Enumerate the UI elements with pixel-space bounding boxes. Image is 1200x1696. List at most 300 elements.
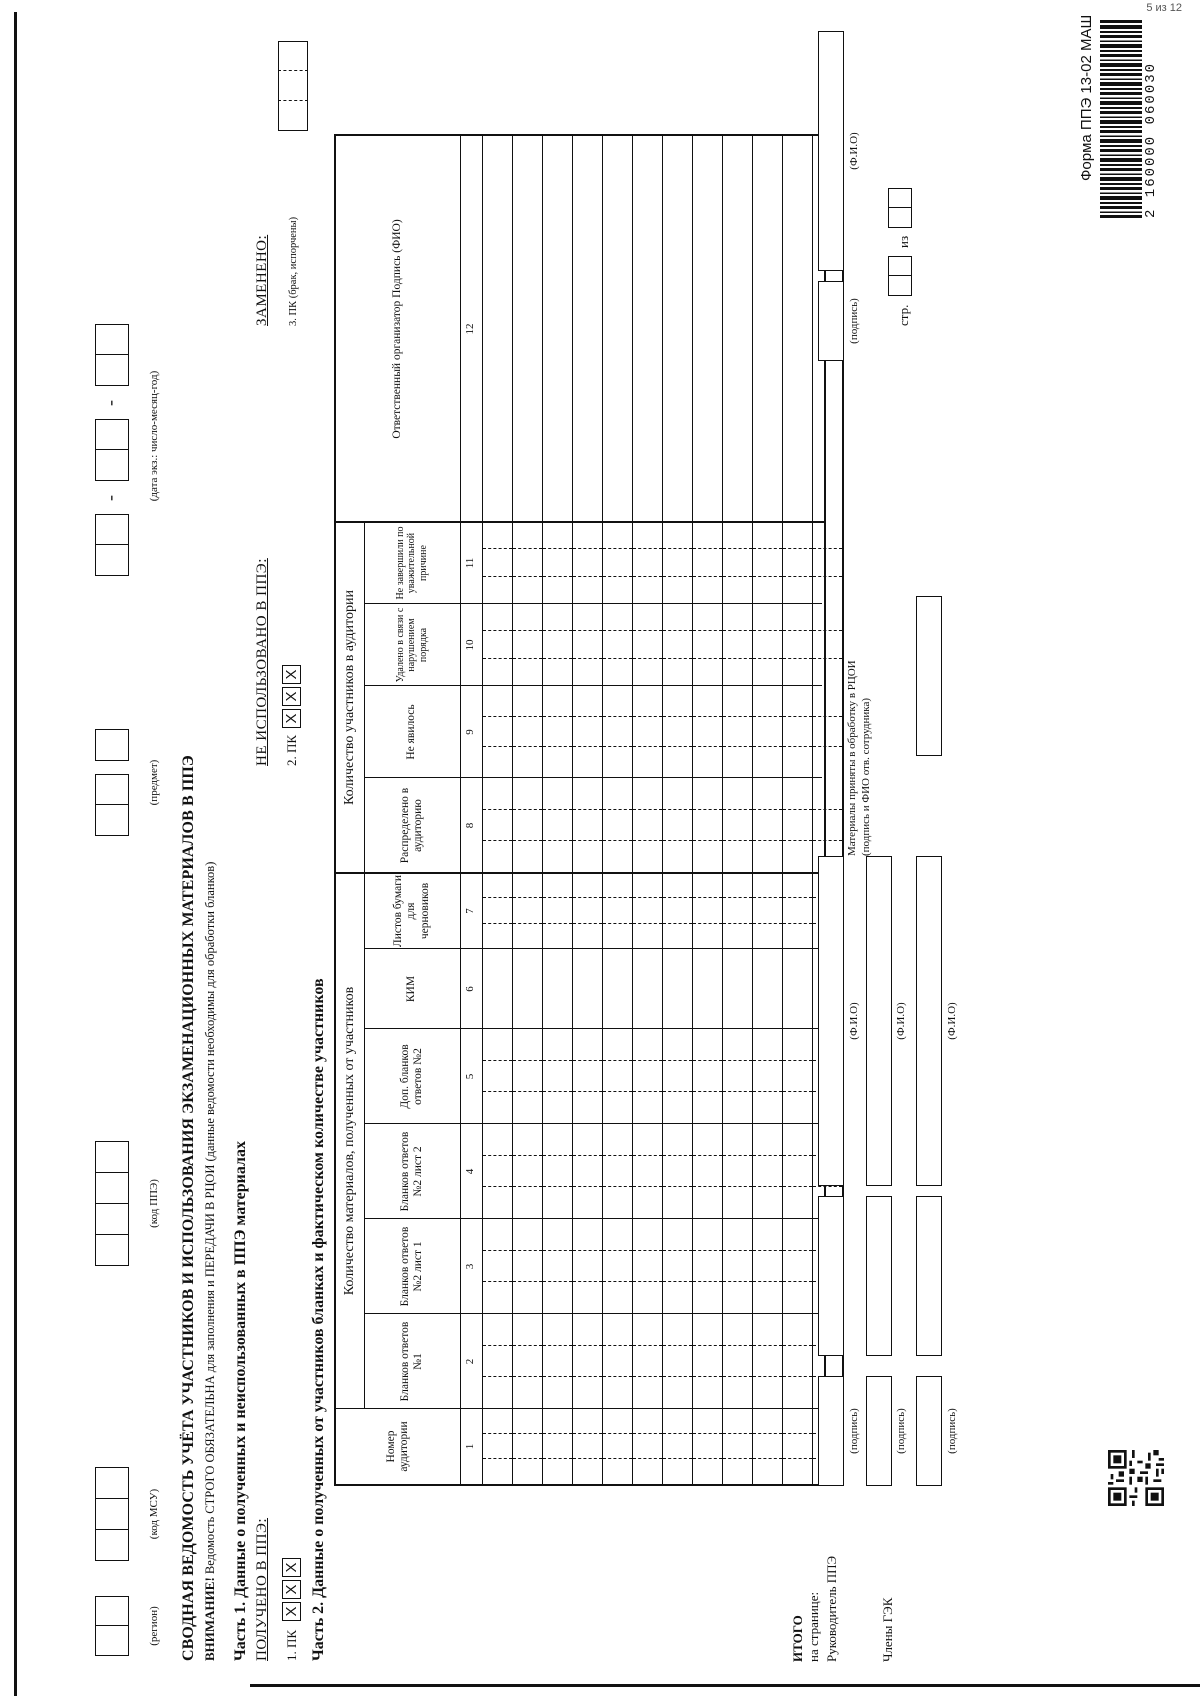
cell-digit-divider — [723, 746, 752, 747]
subject-field-2[interactable] — [95, 729, 129, 761]
table-cell[interactable] — [603, 686, 632, 778]
cell-digit-divider — [543, 1458, 572, 1459]
table-cell[interactable] — [633, 522, 662, 604]
cell-digit-divider — [543, 809, 572, 810]
gek2-signature-field[interactable] — [916, 1376, 942, 1486]
pk3-field[interactable] — [278, 41, 308, 131]
cell-digit-divider — [693, 1433, 722, 1434]
organizer-signature-cell[interactable] — [693, 136, 722, 522]
date-day-field[interactable] — [95, 514, 129, 576]
cell-digit-divider — [573, 1060, 602, 1061]
col-num-8: 8 — [464, 822, 476, 829]
cell-digit-divider — [633, 1186, 662, 1187]
table-cell[interactable] — [513, 1029, 542, 1124]
pk1-x-2[interactable]: X — [282, 1580, 301, 1599]
organizer-signature-cell[interactable] — [483, 136, 512, 522]
table-cell[interactable] — [573, 1124, 602, 1219]
table-cell[interactable] — [633, 604, 662, 686]
gek1-signature-field-2[interactable] — [866, 1196, 892, 1356]
table-cell[interactable] — [783, 949, 812, 1029]
table-cell[interactable] — [813, 604, 842, 686]
table-cell[interactable] — [483, 1314, 512, 1409]
cell-digit-divider — [603, 1060, 632, 1061]
cell-digit-divider — [753, 1433, 782, 1434]
table-cell[interactable] — [513, 604, 542, 686]
col-num-5: 5 — [464, 1073, 476, 1080]
cell-digit-divider — [783, 923, 812, 924]
table-cell[interactable] — [603, 778, 632, 873]
barcode-number: 2 160000 060030 — [1143, 61, 1159, 218]
table-cell[interactable] — [663, 1029, 692, 1124]
cell-digit-divider — [603, 630, 632, 631]
table-cell[interactable] — [753, 1029, 782, 1124]
organizer-signature-cell[interactable] — [783, 136, 812, 522]
table-cell[interactable] — [783, 1314, 812, 1409]
cell-digit-divider — [573, 548, 602, 549]
cell-digit-divider — [543, 1345, 572, 1346]
pk1-x-1[interactable]: X — [282, 1602, 301, 1621]
region-field[interactable] — [95, 1596, 129, 1656]
cell-digit-divider — [723, 897, 752, 898]
cell-digit-divider — [783, 897, 812, 898]
received-heading: ПОЛУЧЕНО В ППЭ: — [254, 1517, 270, 1661]
gek1-fio-field[interactable] — [866, 856, 892, 1186]
table-cell[interactable] — [723, 686, 752, 778]
cell-digit-divider — [813, 716, 842, 717]
table-cell[interactable] — [693, 522, 722, 604]
date-month-field[interactable] — [95, 419, 129, 481]
cell-digit-divider — [633, 1345, 662, 1346]
page-number-field[interactable] — [888, 256, 912, 296]
table-cell[interactable] — [753, 522, 782, 604]
table-cell[interactable] — [513, 686, 542, 778]
table-cell[interactable] — [663, 778, 692, 873]
organizer-signature-cell[interactable] — [543, 136, 572, 522]
table-row — [572, 136, 602, 1484]
gek-label: Члены ГЭК — [880, 1597, 895, 1662]
table-cell[interactable] — [543, 604, 572, 686]
table-cell[interactable] — [783, 522, 812, 604]
organizer-signature-cell[interactable] — [603, 136, 632, 522]
table-cell[interactable] — [513, 1219, 542, 1314]
cell-digit-divider — [543, 1091, 572, 1092]
cell-digit-divider — [483, 809, 512, 810]
table-cell[interactable] — [693, 1314, 722, 1409]
table-cell[interactable] — [603, 1029, 632, 1124]
col-header-7: Листов бумаги для черновиков — [392, 874, 431, 948]
table-cell[interactable] — [663, 1409, 692, 1484]
cell-digit-divider — [723, 1458, 752, 1459]
date-year-field[interactable] — [95, 324, 129, 386]
region-divider — [95, 1625, 129, 1626]
table-cell[interactable] — [663, 522, 692, 604]
cell-digit-divider — [633, 809, 662, 810]
table-cell[interactable] — [603, 604, 632, 686]
table-cell[interactable] — [753, 949, 782, 1029]
table-cell[interactable] — [543, 1314, 572, 1409]
cell-digit-divider — [543, 1376, 572, 1377]
cell-digit-divider — [693, 548, 722, 549]
cell-digit-divider — [813, 548, 842, 549]
cell-digit-divider — [783, 1458, 812, 1459]
table-cell[interactable] — [663, 604, 692, 686]
table-cell[interactable] — [513, 1409, 542, 1484]
table-cell[interactable] — [723, 604, 752, 686]
organizer-signature-cell[interactable] — [573, 136, 602, 522]
table-cell[interactable] — [543, 873, 572, 949]
cell-digit-divider — [513, 576, 542, 577]
table-cell[interactable] — [483, 1124, 512, 1219]
form-code: Форма ППЭ 13-02 МАШ — [1078, 14, 1095, 181]
table-cell[interactable] — [603, 1124, 632, 1219]
cell-digit-divider — [513, 1281, 542, 1282]
cell-digit-divider — [543, 716, 572, 717]
cell-digit-divider — [783, 1281, 812, 1282]
table-cell[interactable] — [483, 1219, 512, 1314]
table-cell[interactable] — [483, 1409, 512, 1484]
cell-digit-divider — [483, 1433, 512, 1434]
table-row — [692, 136, 722, 1484]
table-cell[interactable] — [483, 604, 512, 686]
cell-digit-divider — [513, 1091, 542, 1092]
cell-digit-divider — [483, 1281, 512, 1282]
table-cell[interactable] — [783, 1124, 812, 1219]
pk2-x-1[interactable]: X — [282, 709, 301, 728]
subject-field[interactable] — [95, 774, 129, 836]
cell-digit-divider — [603, 746, 632, 747]
cell-digit-divider — [723, 716, 752, 717]
date-separator-2: - — [100, 400, 120, 406]
table-cell[interactable] — [783, 1409, 812, 1484]
table-cell[interactable] — [483, 778, 512, 873]
table-cell[interactable] — [783, 1219, 812, 1314]
table-row — [512, 136, 542, 1484]
final-fio-field[interactable] — [818, 31, 844, 271]
table-cell[interactable] — [573, 1029, 602, 1124]
organizer-signature-cell[interactable] — [633, 136, 662, 522]
cell-digit-divider — [483, 923, 512, 924]
region-caption: (регион) — [148, 1606, 160, 1646]
cell-digit-divider — [723, 1186, 752, 1187]
cell-digit-divider — [603, 658, 632, 659]
cell-digit-divider — [663, 746, 692, 747]
table-cell[interactable] — [543, 778, 572, 873]
table-cell[interactable] — [573, 1314, 602, 1409]
table-cell[interactable] — [573, 604, 602, 686]
cell-digit-divider — [633, 1091, 662, 1092]
table-cell[interactable] — [813, 686, 842, 778]
cell-digit-divider — [663, 1250, 692, 1251]
cell-digit-divider — [603, 840, 632, 841]
col-num-6: 6 — [464, 986, 476, 992]
cell-digit-divider — [573, 630, 602, 631]
table-cell[interactable] — [693, 873, 722, 949]
cell-digit-divider — [513, 658, 542, 659]
table-cell[interactable] — [783, 604, 812, 686]
organizer-signature-cell[interactable] — [513, 136, 542, 522]
col-header-8: Распределено в аудиторию — [398, 787, 424, 864]
page-total-divider — [888, 207, 912, 208]
cell-digit-divider — [483, 576, 512, 577]
page-number-divider — [888, 275, 912, 276]
table-cell[interactable] — [723, 873, 752, 949]
table-cell[interactable] — [483, 1029, 512, 1124]
table-cell[interactable] — [723, 949, 752, 1029]
table-row — [752, 136, 782, 1484]
cell-digit-divider — [603, 548, 632, 549]
ppe-divider-2 — [95, 1203, 129, 1204]
cell-digit-divider — [753, 897, 782, 898]
gek2-signature-caption: (подпись) — [946, 1408, 958, 1454]
cell-digit-divider — [663, 716, 692, 717]
cell-digit-divider — [633, 746, 662, 747]
table-cell[interactable] — [753, 1409, 782, 1484]
cell-digit-divider — [753, 746, 782, 747]
cell-digit-divider — [573, 809, 602, 810]
cell-digit-divider — [573, 1091, 602, 1092]
table-cell[interactable] — [513, 949, 542, 1029]
table-cell[interactable] — [693, 1219, 722, 1314]
page-total-field[interactable] — [888, 188, 912, 228]
table-cell[interactable] — [483, 949, 512, 1029]
table-cell[interactable] — [603, 1314, 632, 1409]
table-cell[interactable] — [723, 1314, 752, 1409]
table-cell[interactable] — [543, 1029, 572, 1124]
cell-digit-divider — [783, 548, 812, 549]
group-materials: Количество материалов, полученных от участников — [342, 986, 357, 1296]
table-cell[interactable] — [573, 686, 602, 778]
cell-digit-divider — [483, 1155, 512, 1156]
table-cell[interactable] — [663, 1219, 692, 1314]
pk2-x-2[interactable]: X — [282, 687, 301, 706]
table-cell[interactable] — [663, 873, 692, 949]
table-cell[interactable] — [783, 778, 812, 873]
table-cell[interactable] — [603, 1219, 632, 1314]
cell-digit-divider — [663, 1186, 692, 1187]
cell-digit-divider — [753, 1458, 782, 1459]
cell-digit-divider — [723, 576, 752, 577]
col-num-9: 9 — [464, 729, 476, 735]
cell-digit-divider — [483, 630, 512, 631]
table-cell[interactable] — [663, 686, 692, 778]
table-cell[interactable] — [513, 873, 542, 949]
table-cell[interactable] — [573, 1409, 602, 1484]
cell-digit-divider — [513, 1060, 542, 1061]
table-cell[interactable] — [693, 949, 722, 1029]
head-signature-field-2[interactable] — [818, 1196, 844, 1356]
cell-digit-divider — [693, 1458, 722, 1459]
head-fio-field[interactable] — [818, 856, 844, 1186]
table-cell[interactable] — [813, 522, 842, 604]
mcu-caption: (код МСУ) — [148, 1488, 160, 1540]
table-cell[interactable] — [753, 873, 782, 949]
rcoi-note-1: Материалы приняты в обработку в РЦОИ — [846, 660, 858, 856]
pk1-x-3[interactable]: X — [282, 1558, 301, 1577]
cell-digit-divider — [693, 1186, 722, 1187]
pk1-label: 1. ПК — [284, 1629, 299, 1661]
cell-digit-divider — [573, 1281, 602, 1282]
ppe-divider-1 — [95, 1234, 129, 1235]
table-cell[interactable] — [573, 778, 602, 873]
table-cell[interactable] — [573, 522, 602, 604]
cell-digit-divider — [723, 1345, 752, 1346]
mcu-field[interactable] — [95, 1467, 129, 1561]
table-cell[interactable] — [483, 873, 512, 949]
col-num-7: 7 — [464, 908, 476, 914]
table-cell[interactable] — [693, 1409, 722, 1484]
cell-digit-divider — [783, 1155, 812, 1156]
col-num-2: 2 — [464, 1358, 476, 1365]
table-cell[interactable] — [663, 1314, 692, 1409]
rcoi-signature-field[interactable] — [916, 596, 942, 756]
table-cell[interactable] — [513, 778, 542, 873]
cell-digit-divider — [603, 1155, 632, 1156]
table-cell[interactable] — [723, 1124, 752, 1219]
table-cell[interactable] — [693, 1029, 722, 1124]
cell-digit-divider — [633, 658, 662, 659]
table-cell[interactable] — [543, 1124, 572, 1219]
table-cell[interactable] — [513, 1124, 542, 1219]
table-cell[interactable] — [753, 1219, 782, 1314]
cell-digit-divider — [693, 716, 722, 717]
organizer-signature-cell[interactable] — [723, 136, 752, 522]
cell-digit-divider — [603, 1186, 632, 1187]
table-cell[interactable] — [753, 686, 782, 778]
table-cell[interactable] — [783, 1029, 812, 1124]
table-cell[interactable] — [723, 1219, 752, 1314]
table-cell[interactable] — [633, 1314, 662, 1409]
date-month-divider — [95, 449, 129, 450]
table-cell[interactable] — [693, 686, 722, 778]
table-cell[interactable] — [543, 522, 572, 604]
table-cell[interactable] — [753, 1124, 782, 1219]
table-cell[interactable] — [663, 949, 692, 1029]
cell-digit-divider — [753, 630, 782, 631]
table-row — [722, 136, 752, 1484]
cell-digit-divider — [723, 1376, 752, 1377]
table-cell[interactable] — [753, 1314, 782, 1409]
cell-digit-divider — [603, 1458, 632, 1459]
cell-digit-divider — [693, 1091, 722, 1092]
col-header-1: Номер аудитории — [384, 1421, 410, 1472]
cell-digit-divider — [663, 1345, 692, 1346]
cell-digit-divider — [543, 1281, 572, 1282]
table-cell[interactable] — [603, 873, 632, 949]
cell-digit-divider — [543, 548, 572, 549]
table-cell[interactable] — [723, 522, 752, 604]
table-cell[interactable] — [693, 604, 722, 686]
pk2-label: 2. ПК — [284, 734, 299, 766]
table-cell[interactable] — [573, 1219, 602, 1314]
table-cell[interactable] — [543, 1409, 572, 1484]
date-day-divider — [95, 544, 129, 545]
cell-digit-divider — [723, 923, 752, 924]
cell-digit-divider — [543, 1186, 572, 1187]
table-cell[interactable] — [483, 686, 512, 778]
table-cell[interactable] — [603, 1409, 632, 1484]
table-cell[interactable] — [573, 949, 602, 1029]
table-cell[interactable] — [543, 949, 572, 1029]
cell-digit-divider — [693, 746, 722, 747]
table-cell[interactable] — [603, 522, 632, 604]
cell-digit-divider — [753, 1186, 782, 1187]
table-cell[interactable] — [693, 1124, 722, 1219]
cell-digit-divider — [723, 548, 752, 549]
cell-digit-divider — [663, 923, 692, 924]
cell-digit-divider — [483, 716, 512, 717]
table-cell[interactable] — [633, 949, 662, 1029]
cell-digit-divider — [753, 576, 782, 577]
cell-digit-divider — [663, 630, 692, 631]
table-cell[interactable] — [513, 522, 542, 604]
table-cell[interactable] — [693, 778, 722, 873]
table-cell[interactable] — [603, 949, 632, 1029]
table-cell[interactable] — [723, 1409, 752, 1484]
organizer-signature-cell[interactable] — [753, 136, 782, 522]
gek2-fio-field[interactable] — [916, 856, 942, 1186]
table-cell[interactable] — [633, 1029, 662, 1124]
table-cell[interactable] — [633, 778, 662, 873]
cell-digit-divider — [543, 746, 572, 747]
table-cell[interactable] — [723, 1029, 752, 1124]
cell-digit-divider — [693, 630, 722, 631]
gek2-signature-field-2[interactable] — [916, 1196, 942, 1356]
table-cell[interactable] — [783, 873, 812, 949]
form-title: СВОДНАЯ ВЕДОМОСТЬ УЧЁТА УЧАСТНИКОВ И ИСПОЛЬЗОВАНИЯ ЭКЗАМЕНАЦИОННЫХ МАТЕРИАЛОВ В ППЭ — [180, 755, 197, 1661]
cell-digit-divider — [783, 630, 812, 631]
part2-heading: Часть 2. Данные о полученных от участников бланках и фактическом количестве участников — [310, 978, 327, 1661]
table-cell[interactable] — [633, 873, 662, 949]
organizer-signature-cell[interactable] — [663, 136, 692, 522]
table-cell[interactable] — [483, 522, 512, 604]
table-row — [542, 136, 572, 1484]
cell-digit-divider — [693, 809, 722, 810]
cell-digit-divider — [663, 840, 692, 841]
head-fio-caption: (Ф.И.О) — [848, 1002, 860, 1040]
table-cell[interactable] — [543, 686, 572, 778]
pk2-x-3[interactable]: X — [282, 665, 301, 684]
notice-bold: ВНИМАНИЕ! — [202, 1577, 217, 1661]
gek1-signature-field[interactable] — [866, 1376, 892, 1486]
table-cell[interactable] — [513, 1314, 542, 1409]
cell-digit-divider — [693, 1281, 722, 1282]
table-cell[interactable] — [543, 1219, 572, 1314]
table-cell[interactable] — [663, 1124, 692, 1219]
cell-digit-divider — [543, 576, 572, 577]
cell-digit-divider — [663, 1433, 692, 1434]
cell-digit-divider — [783, 809, 812, 810]
final-signature-field[interactable] — [818, 281, 844, 361]
cell-digit-divider — [663, 576, 692, 577]
table-cell[interactable] — [633, 1124, 662, 1219]
head-signature-field[interactable] — [818, 1376, 844, 1486]
cell-digit-divider — [603, 1091, 632, 1092]
cell-digit-divider — [483, 658, 512, 659]
cell-digit-divider — [543, 1060, 572, 1061]
table-cell[interactable] — [723, 778, 752, 873]
table-cell[interactable] — [753, 778, 782, 873]
table-cell[interactable] — [753, 604, 782, 686]
table-cell[interactable] — [783, 686, 812, 778]
table-cell[interactable] — [633, 1409, 662, 1484]
table-cell[interactable] — [573, 873, 602, 949]
cell-digit-divider — [603, 1376, 632, 1377]
table-cell[interactable] — [633, 1219, 662, 1314]
cell-digit-divider — [783, 1433, 812, 1434]
cell-digit-divider — [633, 716, 662, 717]
table-cell[interactable] — [633, 686, 662, 778]
gek2-fio-caption: (Ф.И.О) — [946, 1002, 958, 1040]
